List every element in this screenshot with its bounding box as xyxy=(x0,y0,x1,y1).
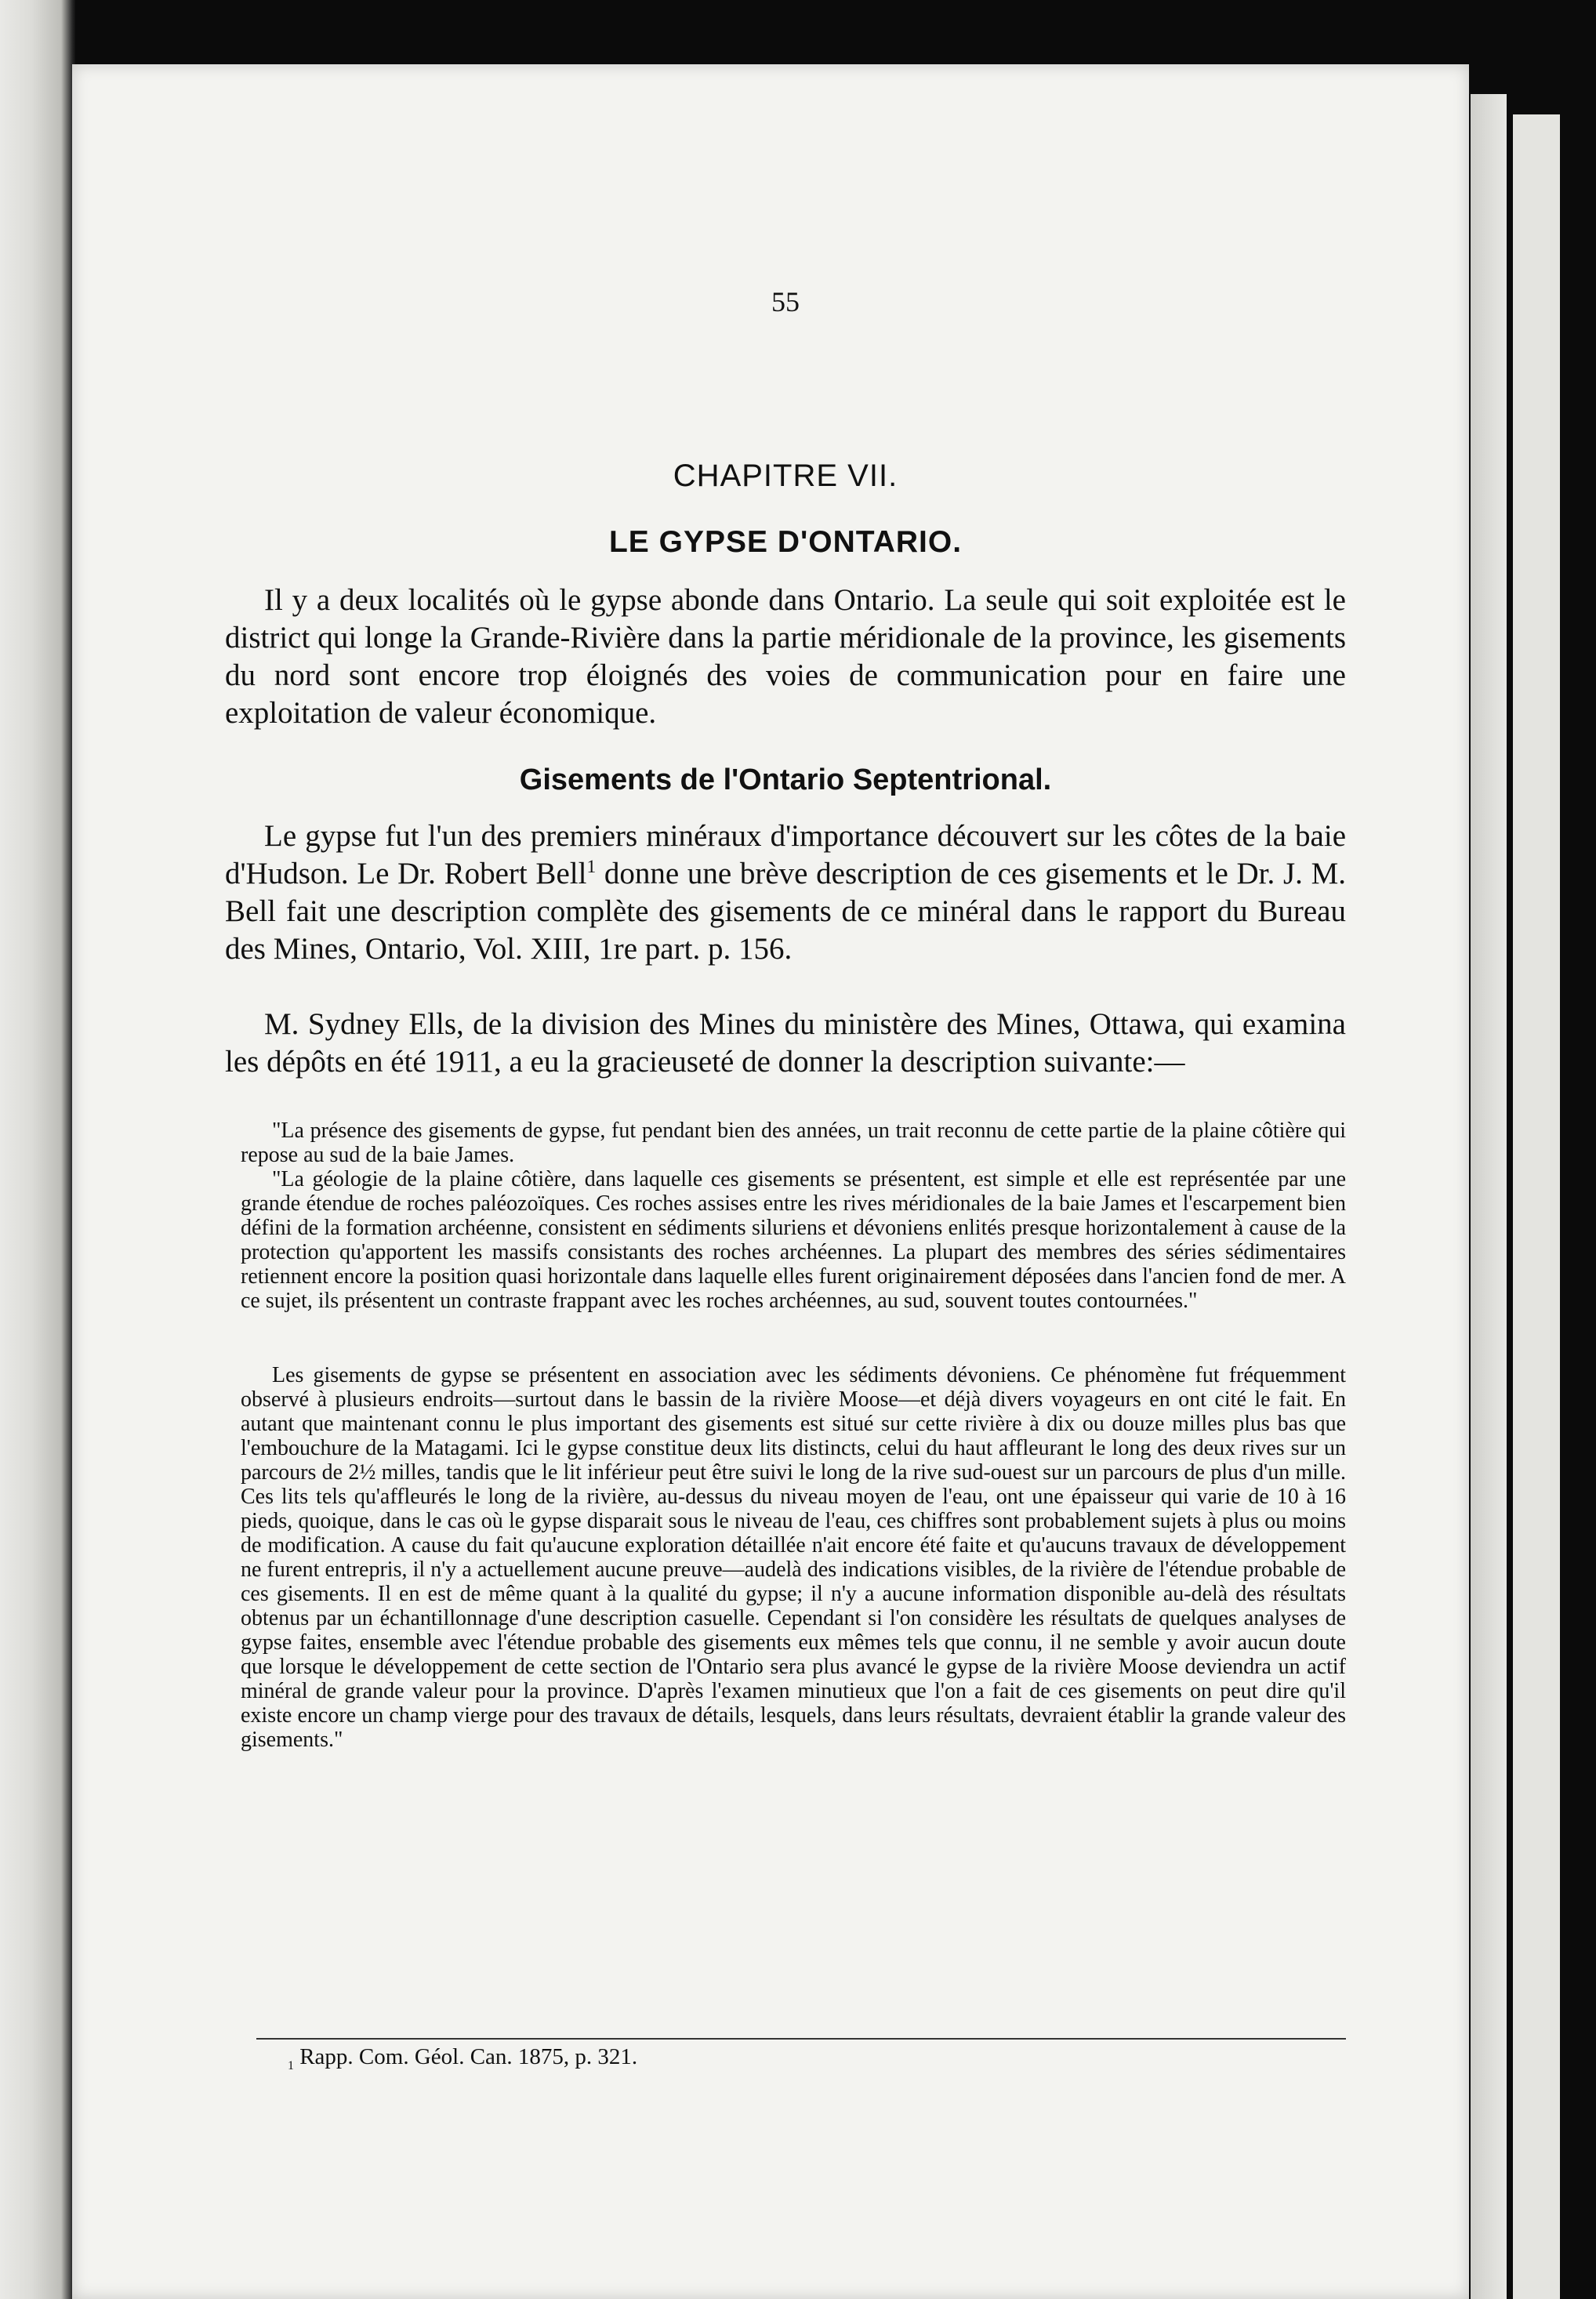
section-paragraph-1 xyxy=(225,818,1346,968)
intro-paragraph: Il y a deux localités où le gypse abonde dans Ontario. La seule qui soit exploitée est le district qui longe la Grande-Rivière dans la partie méridionale de la province, les gisements du nord sont encore trop éloignés des voies de communication pour en faire une exploitation de valeur économique. xyxy=(225,583,1346,730)
section-paragraph-1-continued: donne une brève description de ces gisements et le Dr. J. M. Bell fait une description complète des gisements de ce minéral dans le rapport du Bureau des Mines, Ontario, Vol. XIII, 1re part. p. 156. xyxy=(225,857,1346,966)
footnote xyxy=(288,2044,637,2073)
footnote-separator xyxy=(256,2038,1346,2040)
quote-paragraph-3: Les gisements de gypse se présentent en association avec les sédiments dévoniens. Ce phénomène fut fréquemment observé à plusieurs endroits—surtout dans le bassin de la rivière Moose—et déjà divers voyageurs en ont cité le fait. En autant que maintenant connu le plus important des gisements est situé sur cette rivière à dix ou douze milles plus bas que l'embouchure de la Matagami. Ici le gypse constitue deux lits distincts, celui du haut affleurant le long des deux rives sur un parcours de 2½ milles, tandis que le lit inférieur peut être suivi le long de la rive sud-ouest sur un parcours de plus d'un mille. Ces lits tels qu'affleurés le long de la rivière, au-dessus du niveau moyen de l'eau, ont une épaisseur qui varie de 10 à 16 pieds, quoique, dans le cas où le gypse disparait sous le niveau de l'eau, ces chiffres sont probablement sujets à plus ou moins de modification. A cause du fait qu'aucune exploration détaillée n'ait encore été faite et qu'aucuns travaux de développement ne furent entrepris, il n'y a actuellement aucune preuve—audelà des indications visibles, de la rivière de l'étendue probable de ces gisements. Il en est de même quant à la qualité du gypse; il n'y a aucune information disponible au-delà des résultats obtenus par un échantillonnage d'une description casuelle. Cependant si l'on considère les résultats de quelques analyses de gypse faites, ensemble avec l'étendue probable des gisements eux mêmes tels que connu, il ne semble y avoir aucun doute que lorsque le développement de cette section de l'Ontario sera plus avancé le gypse de la rivière Moose deviendra un actif minéral de grande valeur pour la province. D'après l'examen minutieux que l'on a fait de ces gisements on peut dire qu'il existe encore un champ vierge pour des travaux de détails, lesquels, dans leurs résultats, devraient établir la grande valeur des gisements." xyxy=(241,1363,1346,1752)
footnote-text: Rapp. Com. Géol. Can. 1875, p. 321. xyxy=(293,2044,638,2069)
chapter-title: LE GYPSE D'ONTARIO. xyxy=(608,525,963,559)
book-edge-strip xyxy=(1513,114,1560,2299)
document-page xyxy=(72,64,1469,2299)
quote-paragraph-1: "La présence des gisements de gypse, fut pendant bien des années, un trait reconnu de cette partie de la plaine côtière qui repose au sud de la baie James. xyxy=(241,1119,1346,1167)
section-title: Gisements de l'Ontario Septentrional. xyxy=(519,763,1052,796)
quote-paragraph-2: "La géologie de la plaine côtière, dans laquelle ces gisements se présentent, est simple et elle est représentée par une grande étendue de roches paléozoïques. Ces roches assises entre les rives méridionales de la baie James et l'escarpement bien défini de la formation archéenne, consistent en sédiments siluriens et dévoniens enlités presque horizontalement à cause de la protection qu'apportent les massifs consistants des roches archéennes. La plupart des membres des séries sédimentaires retiennent encore la position quasi horizontale dans laquelle elles furent originairement déposées dans l'ancien fond de mer. A ce sujet, ils présentent un contraste frappant avec les roches archéennes, au sud, souvent toutes contournées." xyxy=(241,1167,1346,1313)
adjacent-page-edge xyxy=(0,0,75,2299)
section-paragraph-2: M. Sydney Ells, de la division des Mines du ministère des Mines, Ottawa, qui examina les dépôts en été 1911, a eu la gracieuseté de donner la description suivante:— xyxy=(225,1007,1346,1079)
section-paragraph-1-text: Le gypse fut l'un des premiers minéraux d'importance découvert sur les côtes de la baie d'Hudson. Le Dr. Robert Bell xyxy=(225,819,1346,890)
page-shadow-strip xyxy=(1471,94,1507,2299)
footnote-marker: 1 xyxy=(288,2058,294,2072)
footnote-reference: 1 xyxy=(586,857,597,877)
page-number: 55 xyxy=(771,286,800,317)
chapter-heading: CHAPITRE VII. xyxy=(673,459,898,493)
